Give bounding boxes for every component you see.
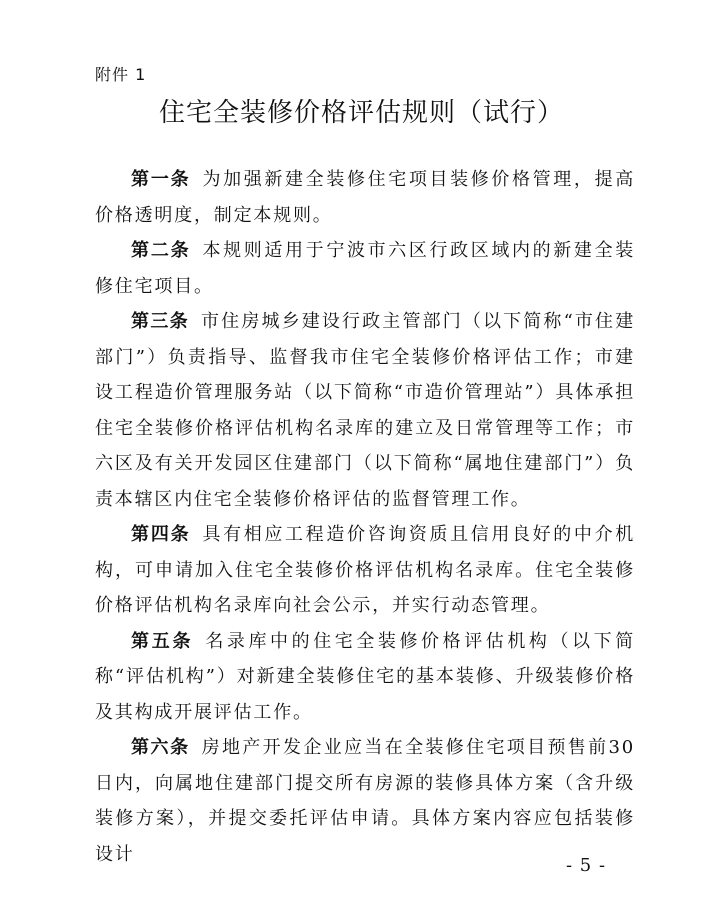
article-label: 第六条 bbox=[131, 737, 190, 758]
article-label: 第一条 bbox=[131, 169, 191, 190]
article-label: 第五条 bbox=[131, 630, 194, 652]
article-label: 第四条 bbox=[131, 524, 191, 545]
article-4 bbox=[95, 517, 635, 624]
document-title: 住宅全装修价格评估规则（试行） bbox=[158, 98, 564, 128]
article-text: 为加强新建全装修住宅项目装修价格管理，提高价格透明度，制定本规则。 bbox=[95, 169, 635, 226]
article-text: 市住房城乡建设行政主管部门（以下简称“市住建部门”）负责指导、监督我市住宅全装修价格评估工作；市建设工程造价管理服务站（以下简称“市造价管理站”）具体承担住宅全装修价格评估机构名录库的建立及日常管理等工作；市六区及有关开发园区住建部门（以下简称“属地住建部门”）负责本辖区内住宅全装修价格评估的监督管理工作。 bbox=[95, 311, 635, 510]
document-body bbox=[95, 162, 635, 872]
article-text: 本规则适用于宁波市六区行政区域内的新建全装修住宅项目。 bbox=[95, 240, 635, 297]
article-5 bbox=[95, 624, 635, 731]
article-text: 具有相应工程造价咨询资质且信用良好的中介机构，可申请加入住宅全装修价格评估机构名录库。住宅全装修价格评估机构名录库向社会公示，并实行动态管理。 bbox=[95, 524, 635, 616]
article-2 bbox=[95, 233, 635, 304]
article-text: 名录库中的住宅全装修价格评估机构（以下简称“评估机构”）对新建全装修住宅的基本装修、升级装修价格及其构成开展评估工作。 bbox=[95, 630, 636, 723]
article-label: 第二条 bbox=[131, 240, 191, 261]
article-label: 第三条 bbox=[131, 311, 190, 332]
page-number: - 5 - bbox=[566, 855, 607, 876]
article-1 bbox=[95, 162, 635, 233]
attachment-label: 附件 1 bbox=[95, 65, 147, 84]
article-3 bbox=[95, 304, 635, 517]
article-6 bbox=[95, 730, 635, 872]
article-text: 房地产开发企业应当在全装修住宅项目预售前30日内，向属地住建部门提交所有房源的装修具体方案（含升级装修方案），并提交委托评估申请。具体方案内容应包括装修设计 bbox=[95, 737, 635, 865]
